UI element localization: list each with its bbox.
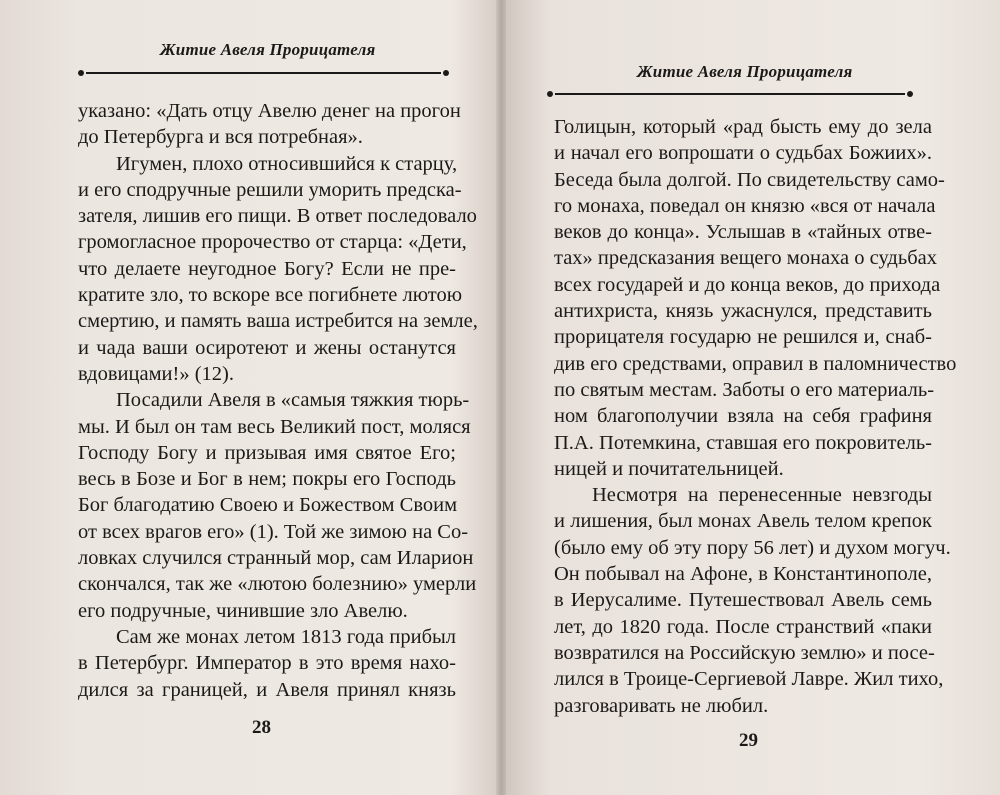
text-line: Игумен, плохо относившийся к старцу,: [116, 152, 458, 175]
text-line: кратите зло, то вскоре все погибнете лютою: [78, 284, 463, 307]
text-line: разговаривать не любил.: [554, 694, 769, 717]
text-line: Сам же монах летом 1813 года прибыл: [116, 625, 456, 648]
text-line: ловках случился странный мор, сам Иларион: [78, 547, 474, 570]
text-line: и лишения, был монах Авель телом крепок: [554, 510, 932, 533]
text-line: и его сподручные решили уморить предска-: [78, 178, 462, 201]
text-line: всех государей и до конца веков, до прихода: [554, 273, 941, 296]
text-line: прорицателя государю не решился и, снаб-: [554, 326, 932, 349]
text-line: от всех врагов его» (1). Той же зимою на Со-: [78, 520, 469, 543]
text-line: ном благополучии взяла на себя графиня: [554, 405, 932, 428]
text-line: Беседа была долгой. По свидетельству само-: [554, 168, 945, 191]
text-line: зателя, лишив его пищи. В ответ последовало: [78, 205, 477, 228]
text-line: го монаха, поведал он князю «вся от начала: [554, 194, 936, 217]
text-line: громогласное пророчество от старца: «Дети,: [78, 231, 467, 254]
text-line: веков до конца». Услышав в «тайных отве-: [554, 221, 932, 244]
text-line: весь в Бозе и Бог в нем; покры его Господь: [78, 468, 456, 491]
text-line: див его средствами, оправил в паломничество: [554, 352, 957, 375]
page-body-text: [78, 98, 478, 703]
header-rule: [555, 93, 905, 95]
text-line: П.А. Потемкина, ставшая его покровитель-: [554, 431, 932, 454]
text-line: вдовицами!» (12).: [78, 362, 234, 385]
text-line: смертию, и память ваша истребится на земле,: [78, 310, 478, 333]
text-line: и чада ваши осиротеют и жены останутся: [78, 336, 456, 359]
text-line: мы. И был он там весь Великий пост, моляся: [78, 415, 471, 438]
text-line: Господу Богу и призывая имя святое Его;: [78, 441, 456, 464]
text-line: Посадили Авеля в «самыя тяжкия тюрь-: [116, 389, 470, 412]
right-page: [505, 0, 1000, 795]
header-rule: [86, 72, 441, 74]
page-body-text: [554, 114, 957, 719]
text-line: тах» предсказания вещего монаха о судьбах: [554, 247, 937, 270]
running-head: Житие Авеля Прорицателя: [637, 62, 853, 81]
page-number: 29: [739, 730, 758, 751]
text-line: лет, до 1820 года. После странствий «паки: [554, 615, 932, 638]
text-line: указано: «Дать отцу Авелю денег на прогон: [78, 100, 461, 122]
text-line: возвратился на Российскую землю» и посе-: [554, 641, 935, 664]
text-line: дился за границей, и Авеля принял князь: [78, 678, 456, 701]
running-head: Житие Авеля Прорицателя: [160, 40, 376, 59]
text-line: ницей и почитательницей.: [554, 457, 784, 480]
text-line: в Иерусалиме. Путешествовал Авель семь: [554, 589, 932, 612]
text-line: скончался, так же «лютою болезнию» умерли: [78, 573, 477, 596]
text-line: в Петербург. Император в это время нахо-: [78, 652, 456, 675]
text-line: его подручные, чинившие зло Авелю.: [78, 599, 408, 622]
page-number: 28: [252, 717, 271, 738]
text-line: до Петербурга и вся потребная».: [78, 126, 363, 149]
text-line: лился в Троице-Сергиевой Лавре. Жил тихо,: [554, 668, 944, 691]
text-line: (было ему об эту пору 56 лет) и духом могуч.: [554, 536, 951, 559]
text-line: Голицын, который «рад бысть ему до зела: [554, 116, 932, 138]
text-line: Бог благодатию Своею и Божеством Своим: [78, 494, 458, 517]
text-line: антихриста, князь ужаснулся, представить: [554, 300, 932, 323]
text-line: и начал его вопрошати о судьбах Божиих».: [554, 142, 932, 165]
text-line: по святым местам. Заботы о его материаль-: [554, 378, 935, 401]
text-line: что делаете неугодное Богу? Если не пре-: [78, 257, 456, 280]
text-line: Он побывал на Афоне, в Константинополе,: [554, 563, 932, 586]
text-line: Несмотря на перенесенные невзгоды: [592, 484, 932, 507]
